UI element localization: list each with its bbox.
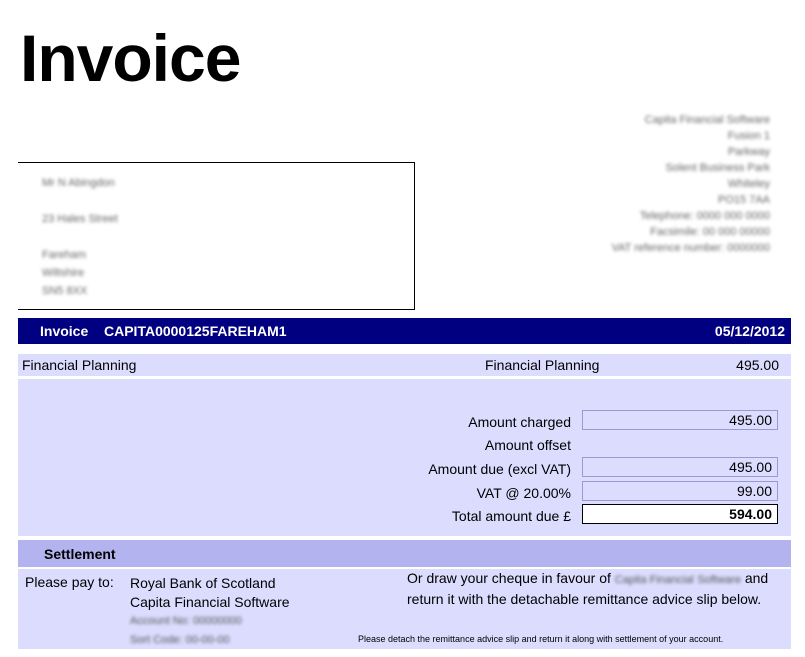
account-number: Account No: 00000000	[130, 615, 242, 627]
line-item-description: Financial Planning	[485, 357, 600, 373]
total-value: 594.00	[582, 504, 778, 524]
total-label: Total amount due £	[451, 508, 571, 524]
amount-due-value: 495.00	[582, 457, 778, 477]
settlement-header	[18, 540, 791, 567]
cheque-text-start: Or draw your cheque in favour of	[407, 570, 611, 586]
sender-line: Telephone: 0000 000 0000	[639, 210, 770, 222]
bank-details	[130, 574, 290, 650]
settlement-panel	[18, 569, 791, 649]
sender-line: PO15 7AA	[718, 194, 770, 206]
amount-offset-label: Amount offset	[484, 437, 571, 453]
recipient-address-box	[18, 162, 415, 310]
invoice-label: Invoice	[40, 323, 89, 339]
line-item-amount: 495.00	[736, 357, 779, 373]
sender-line: Fusion 1	[727, 130, 770, 142]
settlement-heading: Settlement	[44, 546, 116, 562]
recipient-town: Fareham	[42, 249, 87, 261]
line-item-name: Financial Planning	[22, 357, 137, 373]
detach-note: Please detach the remittance advice slip and return it along with settlement of your account.	[358, 634, 724, 644]
pay-to-label: Please pay to:	[25, 574, 114, 590]
account-name: Capita Financial Software	[130, 594, 290, 610]
invoice-number: CAPITA0000125FAREHAM1	[104, 323, 287, 339]
recipient-postcode: SN5 8XX	[42, 285, 88, 297]
recipient-street: 23 Hales Street	[42, 213, 118, 225]
sender-line: Whiteley	[727, 178, 770, 190]
amount-due-label: Amount due (excl VAT)	[428, 461, 571, 477]
sender-line: Capita Financial Software	[644, 114, 770, 126]
sender-line: Parkway	[727, 146, 770, 158]
cheque-payee-part2: Software	[697, 574, 741, 586]
sender-line: Facsimile: 00 000 00000	[650, 226, 770, 238]
recipient-name: Mr N Abingdon	[42, 177, 115, 189]
invoice-date: 05/12/2012	[714, 323, 785, 339]
recipient-county: Wiltshire	[42, 267, 85, 279]
sender-line: Solent Business Park	[665, 162, 770, 174]
cheque-payee-part1: Capita Financial	[614, 574, 694, 586]
totals-panel	[18, 379, 791, 536]
cheque-instructions	[407, 569, 777, 609]
sort-code: Sort Code: 00-00-00	[130, 634, 230, 646]
page-title: Invoice	[20, 21, 241, 95]
sender-line: VAT reference number: 0000000	[611, 242, 770, 254]
amount-charged-label: Amount charged	[468, 414, 571, 430]
amount-charged-value: 495.00	[582, 410, 778, 430]
line-item-row	[18, 354, 791, 376]
bank-name: Royal Bank of Scotland	[130, 575, 276, 591]
sender-address	[612, 112, 770, 256]
vat-label: VAT @ 20.00%	[476, 485, 571, 501]
cheque-text-end: and return it with the detachable remittance advice slip below.	[407, 570, 769, 607]
invoice-header-bar	[18, 318, 791, 344]
vat-value: 99.00	[582, 481, 778, 501]
